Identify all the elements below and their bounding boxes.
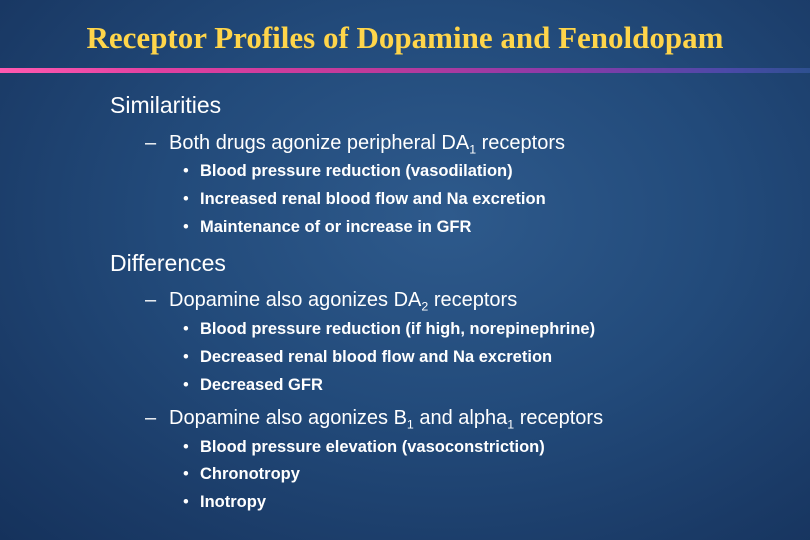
section-heading-similarities: Similarities [110, 92, 222, 118]
bullet-glyph: • [183, 438, 189, 456]
section-heading-differences: Differences [110, 250, 226, 276]
subscript: 1 [406, 417, 414, 432]
point-difference-2 [145, 407, 603, 430]
point-text-end: receptors [476, 132, 566, 154]
bullet-item [183, 438, 545, 457]
bullet-text: Increased renal blood flow and Na excretion [200, 190, 546, 208]
bullet-item [183, 190, 546, 209]
subscript: 1 [469, 142, 477, 157]
bullet-item [183, 162, 513, 181]
bullet-glyph: • [183, 376, 189, 394]
bullet-text: Inotropy [200, 493, 266, 511]
subscript: 1 [507, 417, 515, 432]
bullet-item [183, 320, 595, 339]
bullet-text: Decreased GFR [200, 376, 323, 394]
bullet-glyph: • [183, 218, 189, 236]
point-similarity-1 [145, 132, 565, 155]
bullet-item [183, 465, 300, 484]
bullet-glyph: • [183, 493, 189, 511]
bullet-item [183, 348, 552, 367]
slide-title: Receptor Profiles of Dopamine and Fenoldopam [86, 20, 724, 55]
point-difference-1 [145, 289, 517, 312]
dash-marker: – [145, 407, 157, 429]
bullet-glyph: • [183, 320, 189, 338]
bullet-text: Blood pressure elevation (vasoconstriction) [200, 438, 545, 456]
bullet-glyph: • [183, 162, 189, 180]
point-text: Dopamine also agonizes B [169, 407, 407, 429]
bullet-item [183, 218, 471, 237]
bullet-text: Maintenance of or increase in GFR [200, 218, 472, 236]
bullet-item [183, 376, 323, 395]
bullet-text: Blood pressure reduction (if high, norepinephrine) [200, 320, 596, 338]
bullet-item [183, 493, 266, 512]
bullet-glyph: • [183, 190, 189, 208]
subscript: 2 [421, 299, 429, 314]
point-text-mid: and alpha [413, 407, 508, 429]
bullet-text: Chronotropy [200, 465, 300, 483]
dash-marker: – [145, 132, 157, 154]
point-text-end: receptors [428, 289, 518, 311]
point-text: Dopamine also agonizes DA [169, 289, 422, 311]
bullet-glyph: • [183, 465, 189, 483]
bullet-glyph: • [183, 348, 189, 366]
point-text-end: receptors [514, 407, 604, 429]
dash-marker: – [145, 289, 157, 311]
point-text: Both drugs agonize peripheral DA [169, 132, 470, 154]
bullet-text: Blood pressure reduction (vasodilation) [200, 162, 513, 180]
bullet-text: Decreased renal blood flow and Na excretion [200, 348, 553, 366]
